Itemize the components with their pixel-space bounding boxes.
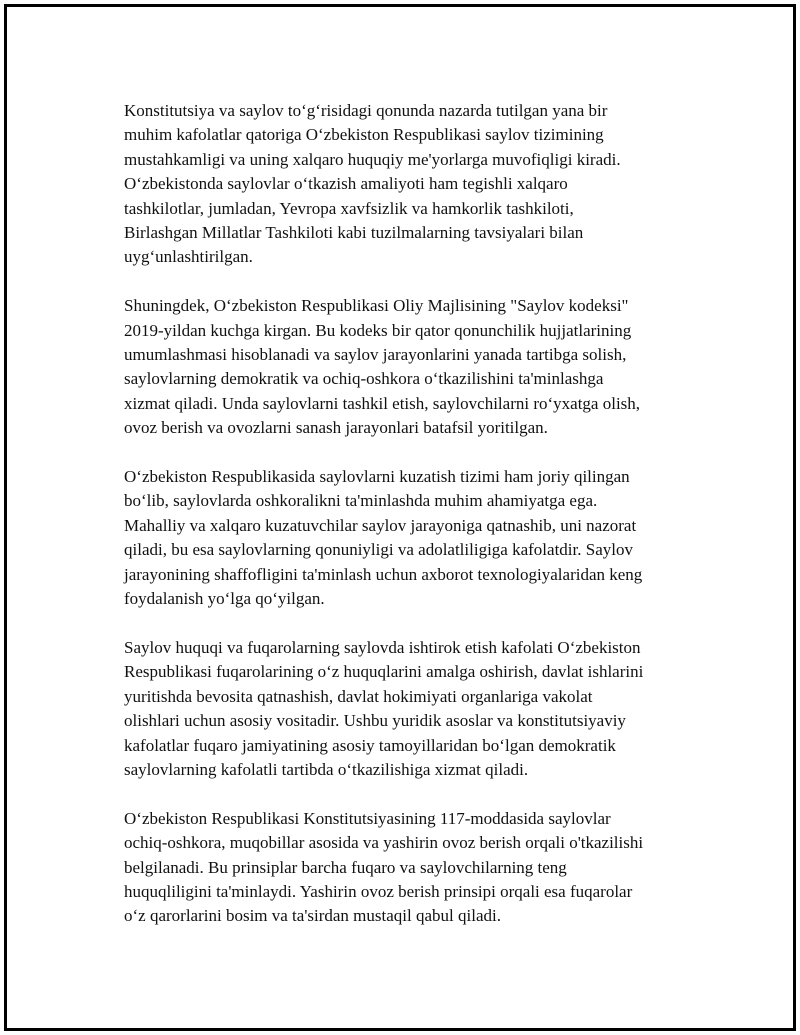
text-line: ochiq-oshkora, muqobillar asosida va yashirin ovoz berish orqali o'tkazilishi xyxy=(124,833,644,853)
text-line: umumlashmasi hisoblanadi va saylov jarayonlarini yanada tartibga solish, xyxy=(124,345,627,365)
text-line: Mahalliy va xalqaro kuzatuvchilar saylov jarayoniga qatnashib, uni nazorat xyxy=(124,515,637,535)
text-line: uyg‘unlashtirilgan. xyxy=(124,247,253,267)
text-line: O‘zbekistonda saylovlar o‘tkazish amaliyoti ham tegishli xalqaro xyxy=(124,174,568,194)
text-line: jarayonining shaffofligini ta'minlash uchun axborot texnologiyalaridan keng xyxy=(124,564,643,584)
text-line: belgilanadi. Bu prinsiplar barcha fuqaro va saylovchilarning teng xyxy=(124,857,567,877)
text-line: Shuningdek, O‘zbekiston Respublikasi Oliy Majlisining "Saylov kodeksi" xyxy=(124,296,629,316)
paragraph-2 xyxy=(124,294,699,440)
text-line: 2019-yildan kuchga kirgan. Bu kodeks bir qator qonunchilik hujjatlarining xyxy=(124,320,632,340)
page-frame xyxy=(4,4,796,1031)
paragraph-4 xyxy=(124,636,699,782)
text-line: saylovlarning kafolatli tartibda o‘tkazilishiga xizmat qiladi. xyxy=(124,759,529,779)
text-line: tashkilotlar, jumladan, Yevropa xavfsizlik va hamkorlik tashkiloti, xyxy=(124,198,574,218)
text-line: bo‘lib, saylovlarda oshkoralikni ta'minlashda muhim ahamiyatga ega. xyxy=(124,491,598,511)
text-line: qiladi, bu esa saylovlarning qonuniyligi va adolatliligiga kafolatdir. Saylov xyxy=(124,540,633,560)
text-line: O‘zbekiston Respublikasida saylovlarni kuzatish tizimi ham joriy qilingan xyxy=(124,467,630,487)
text-line: foydalanish yo‘lga qo‘yilgan. xyxy=(124,589,325,609)
text-line: Respublikasi fuqarolarining o‘z huquqlarini amalga oshirish, davlat ishlarini xyxy=(124,662,644,682)
text-line: muhim kafolatlar qatoriga O‘zbekiston Respublikasi saylov tizimining xyxy=(124,125,604,145)
text-line: Saylov huquqi va fuqarolarning saylovda ishtirok etish kafolati O‘zbekiston xyxy=(124,637,641,657)
text-line: kafolatlar fuqaro jamiyatining asosiy tamoyillaridan bo‘lgan demokratik xyxy=(124,735,616,755)
text-line: huquqliligini ta'minlaydi. Yashirin ovoz berish prinsipi orqali esa fuqarolar xyxy=(124,881,633,901)
paragraph-5 xyxy=(124,807,699,929)
text-line: Birlashgan Millatlar Tashkiloti kabi tuzilmalarning tavsiyalari bilan xyxy=(124,223,584,243)
text-line: ovoz berish va ovozlarni sanash jarayonlari batafsil yoritilgan. xyxy=(124,418,548,438)
text-line: O‘zbekiston Respublikasi Konstitutsiyasining 117-moddasida saylovlar xyxy=(124,808,611,828)
text-line: saylovlarning demokratik va ochiq-oshkora o‘tkazilishini ta'minlashga xyxy=(124,369,604,389)
text-line: Konstitutsiya va saylov to‘g‘risidagi qonunda nazarda tutilgan yana bir xyxy=(124,101,608,120)
text-line: mustahkamligi va uning xalqaro huquqiy me'yorlarga muvofiqligi kiradi. xyxy=(124,149,621,169)
paragraph-1 xyxy=(124,99,699,270)
text-line: xizmat qiladi. Unda saylovlarni tashkil etish, saylovchilarni ro‘yxatga olish, xyxy=(124,393,641,413)
text-line: olishlari uchun asosiy vositadir. Ushbu yuridik asoslar va konstitutsiyaviy xyxy=(124,711,626,731)
paragraph-3 xyxy=(124,465,699,611)
text-line: o‘z qarorlarini bosim va ta'sirdan mustaqil qabul qiladi. xyxy=(124,906,501,926)
document-body xyxy=(124,99,699,953)
text-line: yuritishda bevosita qatnashish, davlat hokimiyati organlariga vakolat xyxy=(124,686,593,706)
